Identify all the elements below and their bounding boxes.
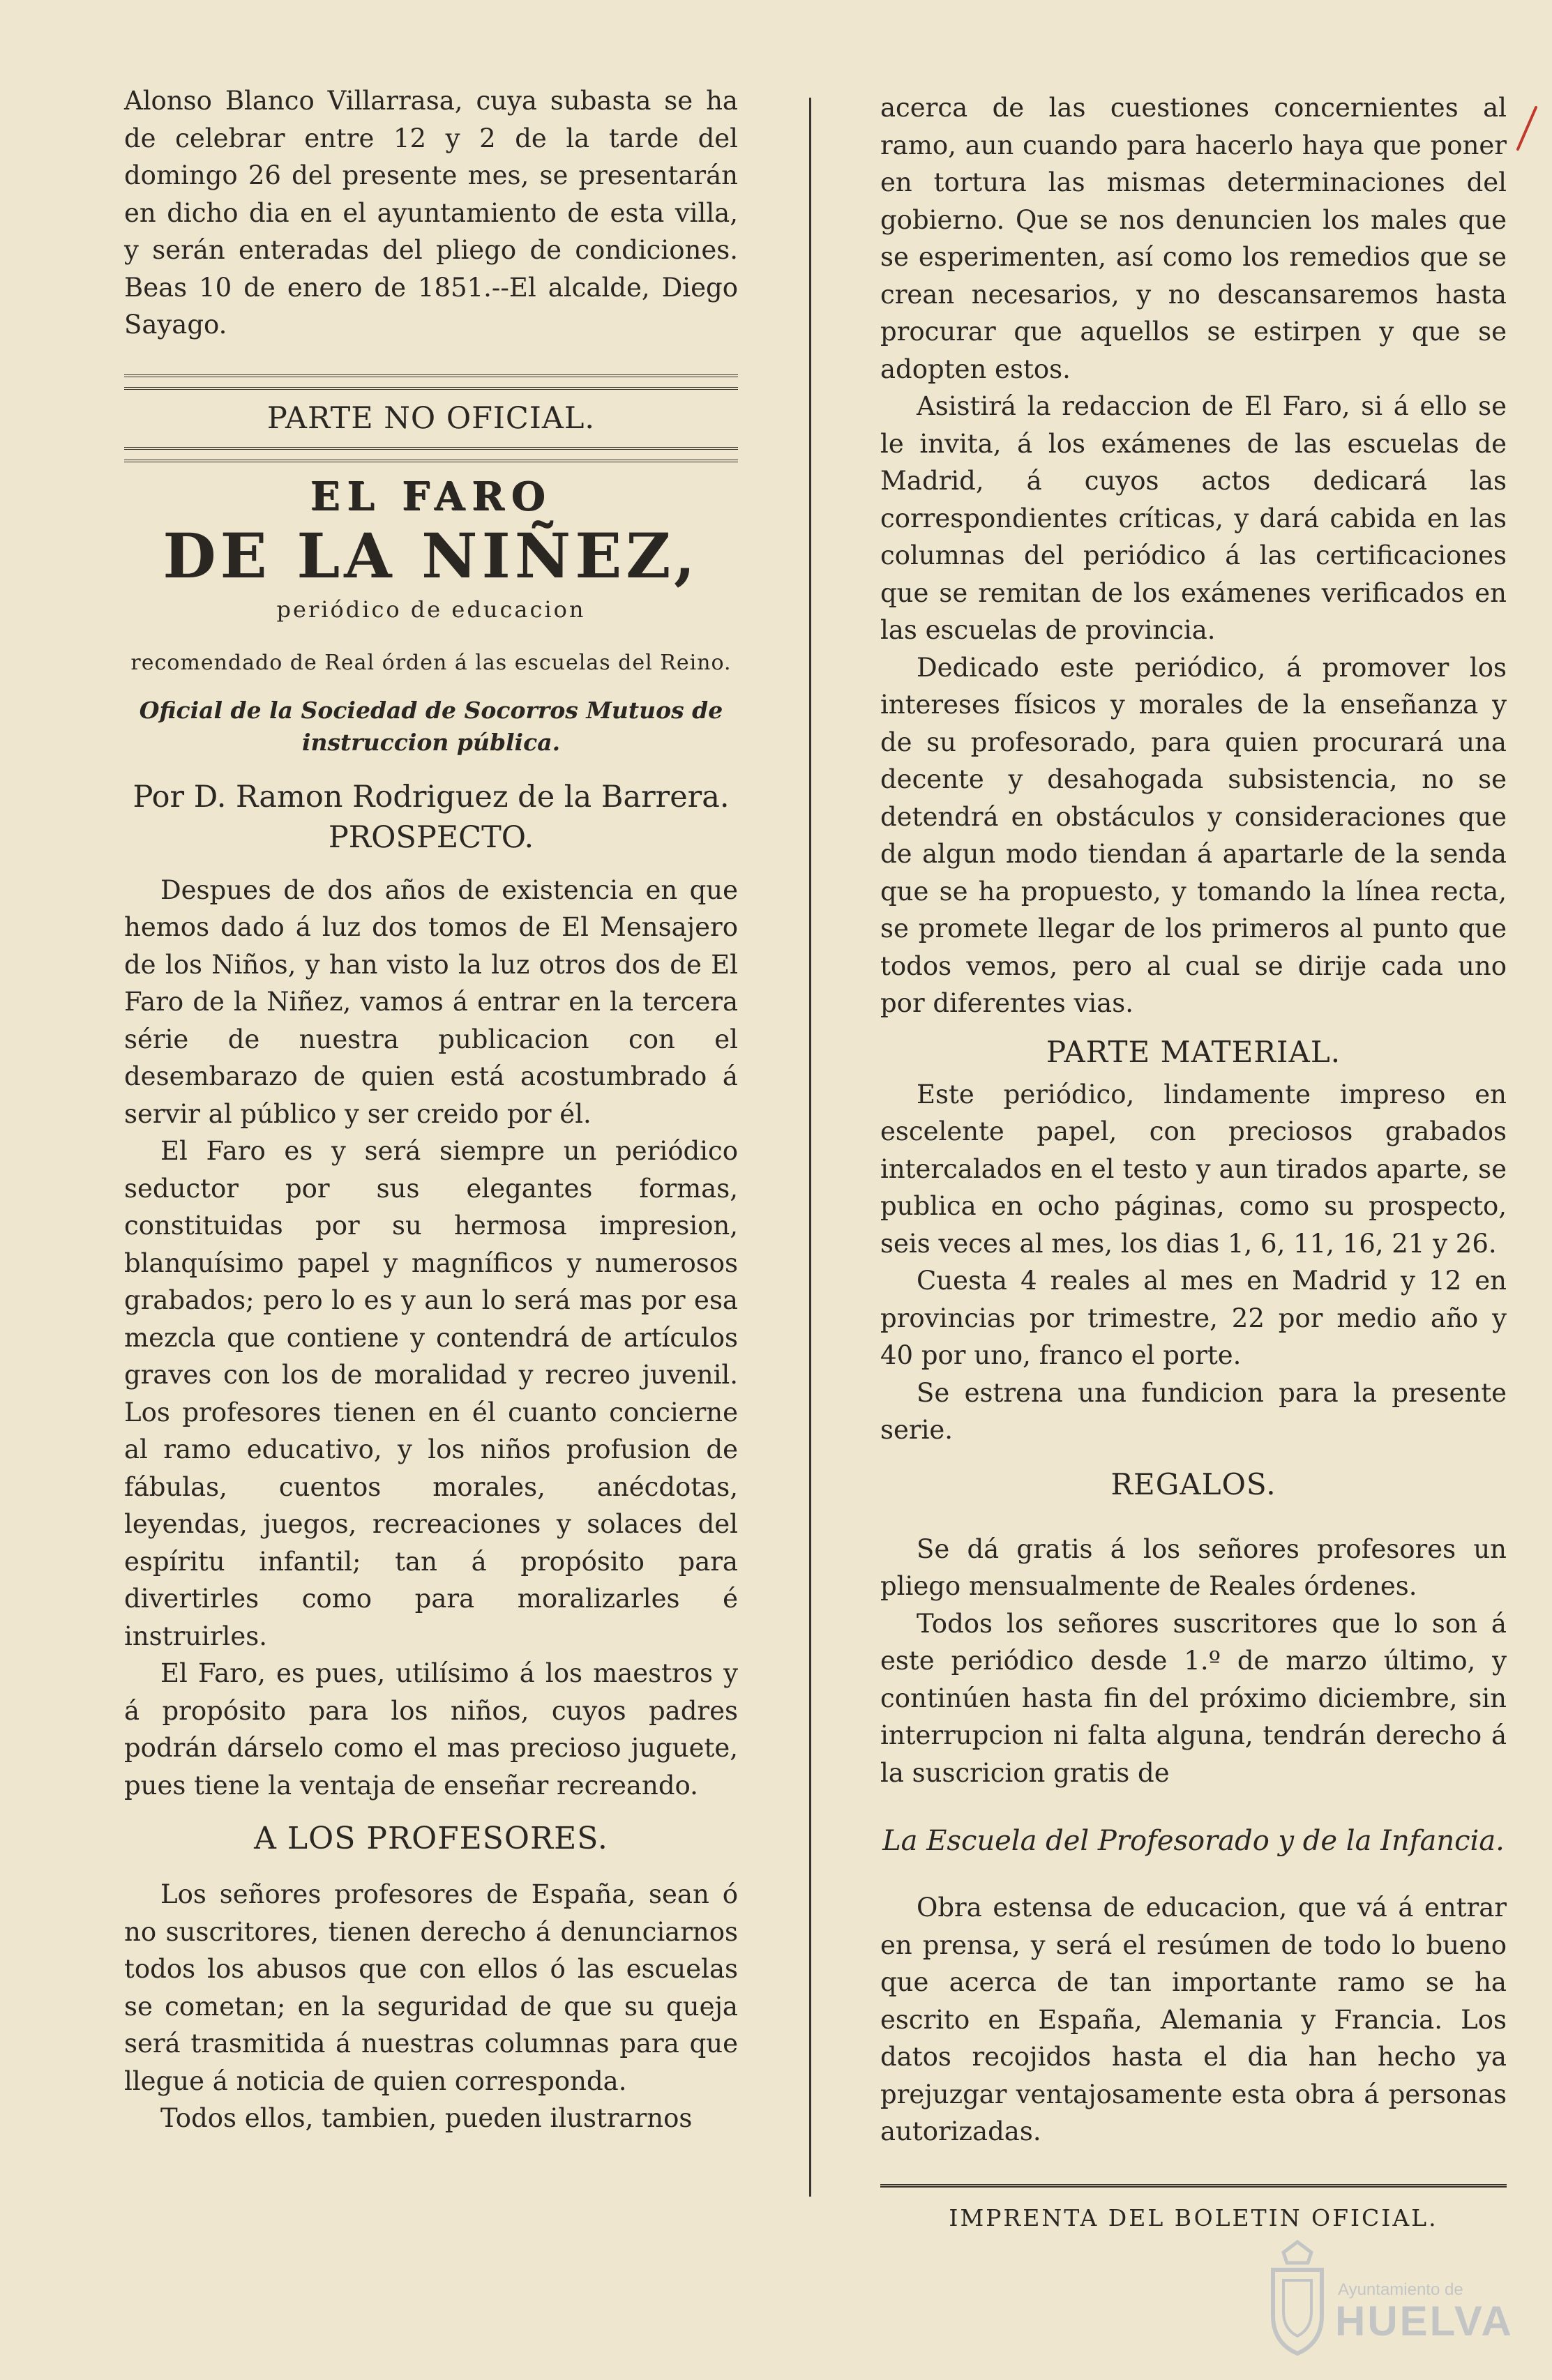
watermark-line2: HUELVA	[1335, 2298, 1514, 2344]
regalos-heading: REGALOS.	[1110, 1466, 1276, 1501]
prospecto-heading: PROSPECTO.	[328, 819, 534, 855]
final-paragraph: Obra estensa de educacion, que vá á entrar en prensa, y será el resúmen de todo lo bueno que acerca de tan importante ramo se ha escrito en España, Alemania y Francia. Los datos recojidos hasta el dia han hecho ya prejuzgar ventajosamente esta obra á personas autorizadas.	[880, 1893, 1507, 2146]
profesores-paragraph: Todos ellos, tambien, pueden ilustrarnos	[160, 2103, 693, 2133]
masthead-recommended: recomendado de Real órden á las escuelas del Reino.	[130, 650, 732, 675]
body-paragraph: Asistirá la redaccion de El Faro, si á ello se le invita, á los exámenes de las escuelas de Madrid, á cuyos actos dedicará las correspondientes críticas, y dará cabida en las columnas del periódico á las certificaciones que se remitan de los exámenes verificados en las escuelas de provincia.	[880, 391, 1507, 645]
intro-paragraph: Alonso Blanco Villarrasa, cuya subasta se ha de celebrar entre 12 y 2 de la tarde del domingo 26 del presente mes, se presentarán en dicho dia en el ayuntamiento de esta villa, y serán enteradas del pliego de condiciones. Beas 10 de enero de 1851.--El alcalde, Diego Sayago.	[124, 86, 738, 340]
material-heading: PARTE MATERIAL.	[1046, 1034, 1341, 1069]
section-heading: PARTE NO OFICIAL.	[266, 400, 596, 436]
material-paragraph: Este periódico, lindamente impreso en escelente papel, con preciosos grabados intercalados en el testo y aun tirados aparte, se publica en ocho páginas, como su prospecto, seis veces al mes, los dias 1, 6, 11, 16, 21 y 26.	[880, 1079, 1507, 1259]
archive-watermark	[1263, 2231, 1514, 2364]
watermark-line1: Ayuntamiento de	[1338, 2280, 1463, 2299]
prospecto-paragraph: El Faro es y será siempre un periódico seductor por sus elegantes formas, constituidas por su hermosa impresion, blanquísimo papel y magníficos y numerosos grabados; pero lo es y aun lo será mas por esa mezcla que contiene y contendrá de artículos graves con los de moralidad y recreo juvenil. Los profesores tienen en él cuanto concierne al ramo educativo, y los niños profusion de fábulas, cuentos morales, anécdotas, leyendas, juegos, recreaciones y solaces del espíritu infantil; tan á propósito para divertirles como para moralizarles é instruirles.	[124, 1136, 738, 1651]
double-rule	[124, 447, 738, 462]
material-paragraph: Cuesta 4 reales al mes en Madrid y 12 en provincias por trimestre, 22 por medio año y 40 por uno, franco el porte.	[880, 1266, 1507, 1370]
body-paragraph: Dedicado este periódico, á promover los intereses físicos y morales de la enseñanza y de su profesorado, para quien procurará una decente y desahogada subsistencia, no se detendrá en obstáculos y consideraciones que de algun modo tiendan á apartarle de la senda que se ha propuesto, y tomando la línea recta, se promete llegar de los primeros al punto que todos vemos, pero al cual se dirije cada uno por diferentes vias.	[880, 652, 1507, 1018]
column-divider	[809, 98, 811, 2197]
profesores-paragraph: Los señores profesores de España, sean ó no suscritores, tienen derecho á denunciarnos todos los abusos que con ellos ó las escuelas se cometan; en la seguridad de que su queja será trasmitida á nuestras columnas para que llegue á noticia de quien corresponda.	[124, 1879, 738, 2096]
right-column	[880, 89, 1507, 2231]
prospecto-paragraph: Despues de dos años de existencia en que hemos dado á luz dos tomos de El Mensajero de los Niños, y han visto la luz otros dos de El Faro de la Niñez, vamos á entrar en la tercera série de nuestra publicacion con el desembarazo de quien está acostumbrado á servir al público y ser creido por él.	[124, 874, 738, 1129]
masthead-official: Oficial de la Sociedad de Socorros Mutuos de instruccion pública.	[139, 696, 723, 756]
closing-rule	[880, 2184, 1507, 2193]
regalos-paragraph: Se dá gratis á los señores profesores un pliego mensualmente de Reales órdenes.	[880, 1533, 1507, 1601]
regalos-paragraph: Todos los señores suscritores que lo son á este periódico desde 1.º de marzo último, y continúen hasta fin del próximo diciembre, sin interrupcion ni falta alguna, tendrán derecho á la suscricion gratis de	[880, 1608, 1507, 1788]
double-rule	[124, 374, 738, 390]
profesores-heading: A LOS PROFESORES.	[254, 1821, 608, 1856]
material-paragraph: Se estrena una fundicion para la presente serie.	[880, 1377, 1507, 1445]
continued-paragraph: acerca de las cuestiones concernientes al ramo, aun cuando para hacerlo haya que poner en tortura las mismas determinaciones del gobierno. Que se nos denuncien los males que se esperimenten, así como los remedios que se crean necesarios, y no descansaremos hasta procurar que aquellos se estirpen y que se adopten estos.	[880, 93, 1507, 384]
red-pencil-mark	[1512, 105, 1540, 153]
imprenta-footer: IMPRENTA DEL BOLETIN OFICIAL.	[949, 2204, 1438, 2231]
left-column	[124, 82, 738, 2137]
coat-of-arms-icon	[1263, 2238, 1332, 2357]
prospecto-paragraph: El Faro, es pues, utilísimo á los maestros y á propósito para los niños, cuyos padres podrán dárselo como el mas precioso juguete, pues tiene la ventaja de enseñar recreando.	[124, 1658, 738, 1801]
book-title: La Escuela del Profesorado y de la Infancia.	[882, 1825, 1505, 1857]
masthead-el-faro: EL FARO	[310, 473, 552, 520]
masthead-title: DE LA NIÑEZ,	[163, 519, 700, 592]
masthead-author: Por D. Ramon Rodriguez de la Barrera.	[133, 779, 730, 814]
masthead-subtitle: periódico de educacion	[276, 596, 586, 623]
